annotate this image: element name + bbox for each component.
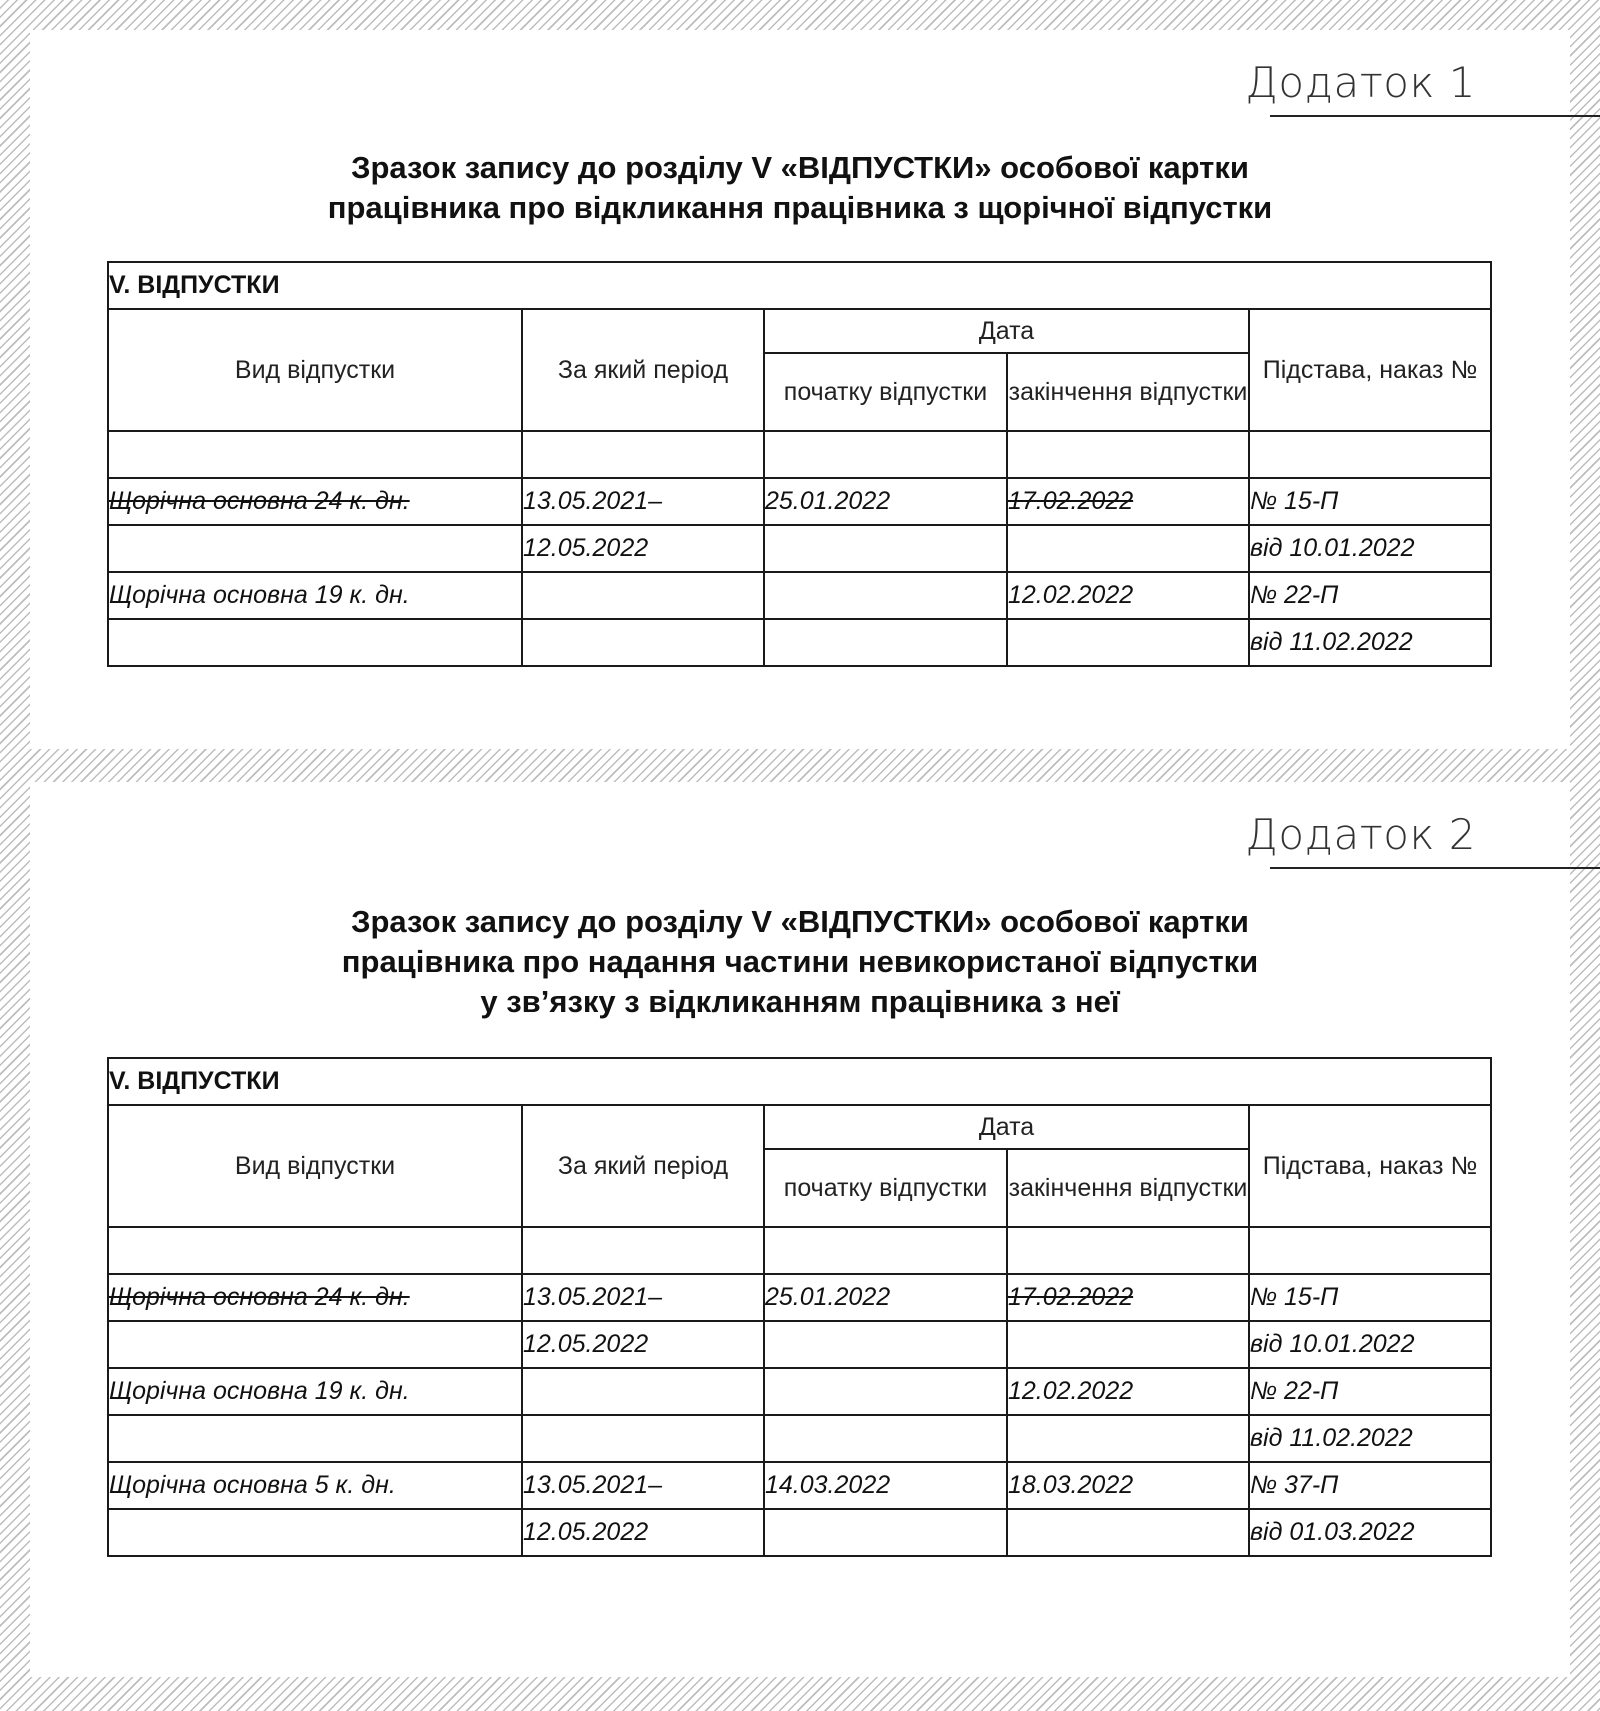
table-row bbox=[108, 1509, 1491, 1556]
appendix-label: Додаток 2 bbox=[1245, 810, 1476, 859]
section-title: V. ВІДПУСТКИ bbox=[108, 1058, 1491, 1105]
table-row-empty bbox=[108, 431, 1491, 478]
cell-end-date bbox=[1007, 525, 1249, 572]
table-row bbox=[108, 1321, 1491, 1368]
cell-basis: від 10.01.2022 bbox=[1249, 525, 1491, 572]
cell-end-date: 12.02.2022 bbox=[1007, 572, 1249, 619]
cell-end-date bbox=[1007, 619, 1249, 666]
header-date: Дата bbox=[764, 309, 1249, 353]
cell-leave-type: Щорічна основна 19 к. дн. bbox=[108, 1368, 522, 1415]
cell-period: 12.05.2022 bbox=[522, 1509, 764, 1556]
header-basis: Підстава, наказ № bbox=[1249, 309, 1491, 431]
cell-period: 12.05.2022 bbox=[522, 525, 764, 572]
cell-end-date: 17.02.2022 bbox=[1007, 478, 1249, 525]
leave-table bbox=[107, 261, 1492, 667]
cell-leave-type: Щорічна основна 24 к. дн. bbox=[108, 478, 522, 525]
cell-leave-type bbox=[108, 1321, 522, 1368]
table-row bbox=[108, 619, 1491, 666]
table-row bbox=[108, 478, 1491, 525]
cell-start-date bbox=[764, 1321, 1007, 1368]
cell-end-date bbox=[1007, 1415, 1249, 1462]
cell-end-date: 12.02.2022 bbox=[1007, 1368, 1249, 1415]
cell-leave-type bbox=[108, 525, 522, 572]
appendix-underline bbox=[1270, 115, 1600, 117]
cell-basis: від 01.03.2022 bbox=[1249, 1509, 1491, 1556]
cell-period bbox=[522, 572, 764, 619]
header-end-date: закінчення відпустки bbox=[1007, 1149, 1249, 1227]
title-line: Зразок запису до розділу V «ВІДПУСТКИ» особової картки bbox=[351, 904, 1249, 939]
header-start-date: початку відпустки bbox=[764, 353, 1007, 431]
table-row bbox=[108, 1415, 1491, 1462]
document-title bbox=[30, 902, 1570, 1022]
cell-period bbox=[522, 619, 764, 666]
cell-start-date bbox=[764, 1415, 1007, 1462]
title-line: у зв’язку з відкликанням працівника з неї bbox=[480, 984, 1120, 1019]
cell-leave-type: Щорічна основна 5 к. дн. bbox=[108, 1462, 522, 1509]
cell-basis: № 37-П bbox=[1249, 1462, 1491, 1509]
cell-basis: від 10.01.2022 bbox=[1249, 1321, 1491, 1368]
document-title bbox=[30, 148, 1570, 228]
title-line: працівника про відкликання працівника з щорічної відпустки bbox=[327, 190, 1273, 225]
appendix-underline bbox=[1270, 867, 1600, 869]
appendix-label: Додаток 1 bbox=[1245, 58, 1476, 107]
cell-leave-type bbox=[108, 619, 522, 666]
cell-basis: № 15-П bbox=[1249, 478, 1491, 525]
cell-period bbox=[522, 1368, 764, 1415]
cell-start-date: 14.03.2022 bbox=[764, 1462, 1007, 1509]
cell-end-date bbox=[1007, 1509, 1249, 1556]
leave-table bbox=[107, 1057, 1492, 1557]
cell-leave-type: Щорічна основна 19 к. дн. bbox=[108, 572, 522, 619]
table-row bbox=[108, 1462, 1491, 1509]
header-start-date: початку відпустки bbox=[764, 1149, 1007, 1227]
cell-basis: № 22-П bbox=[1249, 572, 1491, 619]
cell-basis: № 15-П bbox=[1249, 1274, 1491, 1321]
appendix-1-panel bbox=[30, 30, 1570, 749]
table-row bbox=[108, 572, 1491, 619]
header-leave-type: Вид відпустки bbox=[108, 1105, 522, 1227]
cell-period: 13.05.2021– bbox=[522, 478, 764, 525]
table-row bbox=[108, 1368, 1491, 1415]
table-row bbox=[108, 525, 1491, 572]
header-date: Дата bbox=[764, 1105, 1249, 1149]
table-row bbox=[108, 1274, 1491, 1321]
cell-end-date: 18.03.2022 bbox=[1007, 1462, 1249, 1509]
cell-period bbox=[522, 1415, 764, 1462]
table-row-empty bbox=[108, 1227, 1491, 1274]
header-leave-type: Вид відпустки bbox=[108, 309, 522, 431]
cell-start-date bbox=[764, 619, 1007, 666]
cell-period: 13.05.2021– bbox=[522, 1274, 764, 1321]
cell-period: 13.05.2021– bbox=[522, 1462, 764, 1509]
header-period: За який період bbox=[522, 1105, 764, 1227]
cell-end-date bbox=[1007, 1321, 1249, 1368]
cell-start-date bbox=[764, 1368, 1007, 1415]
header-period: За який період bbox=[522, 309, 764, 431]
cell-leave-type: Щорічна основна 24 к. дн. bbox=[108, 1274, 522, 1321]
cell-start-date bbox=[764, 1509, 1007, 1556]
section-title: V. ВІДПУСТКИ bbox=[108, 262, 1491, 309]
title-line: Зразок запису до розділу V «ВІДПУСТКИ» особової картки bbox=[351, 150, 1249, 185]
cell-basis: від 11.02.2022 bbox=[1249, 1415, 1491, 1462]
appendix-2-panel bbox=[30, 782, 1570, 1677]
cell-leave-type bbox=[108, 1509, 522, 1556]
cell-basis: № 22-П bbox=[1249, 1368, 1491, 1415]
cell-start-date: 25.01.2022 bbox=[764, 478, 1007, 525]
cell-start-date bbox=[764, 572, 1007, 619]
header-end-date: закінчення відпустки bbox=[1007, 353, 1249, 431]
cell-leave-type bbox=[108, 1415, 522, 1462]
cell-start-date: 25.01.2022 bbox=[764, 1274, 1007, 1321]
cell-period: 12.05.2022 bbox=[522, 1321, 764, 1368]
title-line: працівника про надання частини невикористаної відпустки bbox=[341, 944, 1259, 979]
header-basis: Підстава, наказ № bbox=[1249, 1105, 1491, 1227]
cell-end-date: 17.02.2022 bbox=[1007, 1274, 1249, 1321]
cell-basis: від 11.02.2022 bbox=[1249, 619, 1491, 666]
cell-start-date bbox=[764, 525, 1007, 572]
